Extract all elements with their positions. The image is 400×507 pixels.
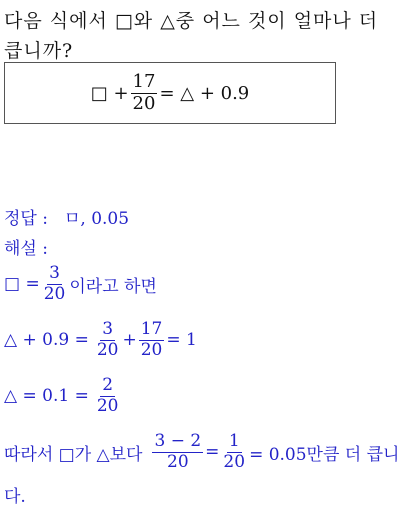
line2-denominator-1: 20 [96,339,119,360]
line5-text: 다. [4,487,26,507]
line3-numerator: 2 [102,375,114,395]
explanation-line-5 [4,482,26,507]
line4-numerator-1: 3 − 2 [154,431,202,451]
equation-box [4,62,336,124]
box-eq-numerator: 17 [132,70,156,92]
line2-post: = 1 [166,330,197,351]
explanation-line-3 [4,376,122,416]
explanation-label-text: 해설 : [4,239,48,259]
box-eq-fraction [131,72,158,114]
explanation-label [4,234,48,259]
explanation-line-4 [4,432,399,472]
box-eq-right: = △ + 0.9 [159,82,250,104]
line2-mid: + [122,330,137,351]
line1-numerator: 3 [49,263,60,283]
line1-pre: □ = [4,274,40,295]
line4-denominator-1: 20 [167,451,189,472]
line3-pre: △ = 0.1 = [4,386,89,407]
line2-numerator-1: 3 [102,319,114,339]
line1-post: 이라고 하면 [69,276,157,297]
line2-fraction-1 [95,320,121,360]
answer-value: ㅁ, 0.05 [63,209,130,229]
line4-post: = 0.05만큼 더 큽니 [249,444,400,465]
line2-numerator-2: 17 [140,319,163,339]
box-eq-left: □ + [90,82,129,104]
line3-fraction [95,376,121,416]
line3-denominator: 20 [96,395,119,416]
line1-denominator: 20 [43,283,66,304]
box-equation [5,63,335,123]
line4-numerator-2: 1 [228,431,240,451]
line1-fraction [42,264,68,304]
line4-fraction-2 [221,432,247,472]
line4-mid: = [205,442,220,463]
box-eq-denominator: 20 [132,92,156,114]
line4-denominator-2: 20 [223,451,246,472]
line2-pre: △ + 0.9 = [4,330,89,351]
explanation-line-2 [4,320,197,360]
line2-denominator-2: 20 [140,339,163,360]
line4-fraction-1 [152,432,203,472]
answer-line [4,204,129,229]
line2-fraction-2 [139,320,165,360]
explanation-line-1 [4,264,157,304]
answer-label: 정답 : [4,209,48,229]
question-text: 다음 식에서 □와 △중 어느 것이 얼마나 더 큽니까? [4,10,379,62]
line4-pre: 따라서 □가 △보다 [4,444,143,465]
